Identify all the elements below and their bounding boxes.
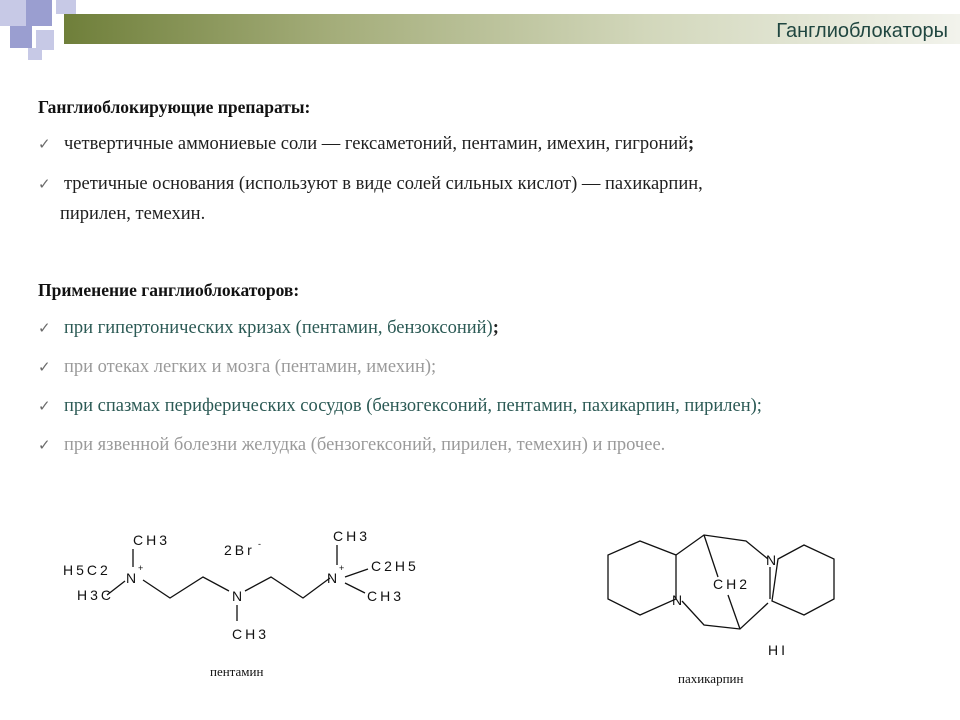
preparation-item-1 (38, 130, 694, 160)
chain-left (143, 577, 229, 598)
pentamine-h3c: H3C (77, 587, 115, 603)
checkmark-icon: ✓ (38, 321, 51, 337)
application-item-2 (38, 353, 436, 383)
application-item-1 (38, 314, 499, 344)
pentamine-c2h5: C2H5 (371, 558, 419, 574)
corner-square-2 (26, 0, 52, 26)
pentamine-n-center: N (232, 588, 246, 604)
preparations-heading: Ганглиоблокирующие препараты: (38, 97, 311, 117)
corner-square-1 (0, 0, 26, 26)
pachycarpine-n-right: N (766, 552, 780, 568)
application-item-3 (38, 392, 762, 422)
preparation-item-2-line1: третичные основания (используют в виде солей сильных кислот) — пахикарпин, (64, 174, 703, 194)
right-ring (772, 545, 834, 615)
bond-n-ch3-right (345, 583, 365, 593)
pentamine-structure (55, 525, 435, 655)
pentamine-plus-right: + (339, 563, 345, 573)
corner-square-6 (28, 48, 42, 60)
pentamine-n-plus-left: N (126, 570, 140, 586)
left-ring (608, 541, 676, 615)
pentamine-plus-left: + (138, 563, 144, 573)
pentamine-br-charge: - (258, 539, 261, 549)
pentamine-ch3-top-left: CH3 (133, 532, 171, 548)
application-item-2-text: при отеках легких и мозга (пентамин, имехин); (64, 357, 437, 377)
checkmark-icon: ✓ (38, 177, 51, 193)
bridge-ch2-left (704, 535, 718, 577)
application-heading: Применение ганглиоблокаторов: (38, 280, 300, 300)
pachycarpine-hi: HI (768, 642, 788, 658)
preparation-item-1-suffix: ; (688, 134, 695, 154)
checkmark-icon: ✓ (38, 137, 51, 153)
chain-right (245, 577, 330, 598)
application-item-4-text: при язвенной болезни желудка (бензогексоний, пирилен, темехин) и прочее. (64, 435, 666, 455)
pentamine-ch3-top-right: CH3 (333, 528, 371, 544)
bridge-top (676, 535, 768, 559)
corner-square-4 (10, 26, 32, 48)
application-item-4 (38, 431, 665, 461)
application-item-3-text: при спазмах периферических сосудов (бензогексоний, пентамин, пахикарпин, пирилен); (64, 396, 762, 416)
checkmark-icon: ✓ (38, 360, 51, 376)
pentamine-n-plus-right: N (327, 570, 341, 586)
bond-n-c2h5 (345, 569, 368, 577)
bridge-bottom (682, 601, 768, 629)
bridge-ch2-right (728, 595, 740, 629)
pachycarpine-n-left: N (672, 592, 686, 608)
corner-square-5 (36, 30, 54, 50)
slide-title: Ганглиоблокаторы (776, 20, 948, 42)
pentamine-ch3-right: CH3 (367, 588, 405, 604)
preparation-item-2-line2: пирилен, темехин. (60, 204, 206, 224)
pentamine-ch3-bottom: CH3 (232, 626, 270, 642)
checkmark-icon: ✓ (38, 438, 51, 454)
pentamine-h5c2: H5C2 (63, 562, 111, 578)
application-item-1-text: при гипертонических кризах (пентамин, бензоксоний) (64, 318, 493, 338)
preparation-item-2 (38, 170, 703, 229)
pachycarpine-caption: пахикарпин (678, 671, 744, 686)
checkmark-icon: ✓ (38, 399, 51, 415)
corner-square-3 (56, 0, 76, 14)
pachycarpine-structure (600, 525, 850, 665)
pachycarpine-ch2: CH2 (713, 576, 751, 592)
application-item-1-suffix: ; (492, 318, 499, 338)
preparation-item-1-text: четвертичные аммониевые соли — гексаметоний, пентамин, имехин, гигроний (64, 134, 689, 154)
pentamine-caption: пентамин (210, 664, 264, 679)
pentamine-br: 2Br (224, 542, 255, 558)
